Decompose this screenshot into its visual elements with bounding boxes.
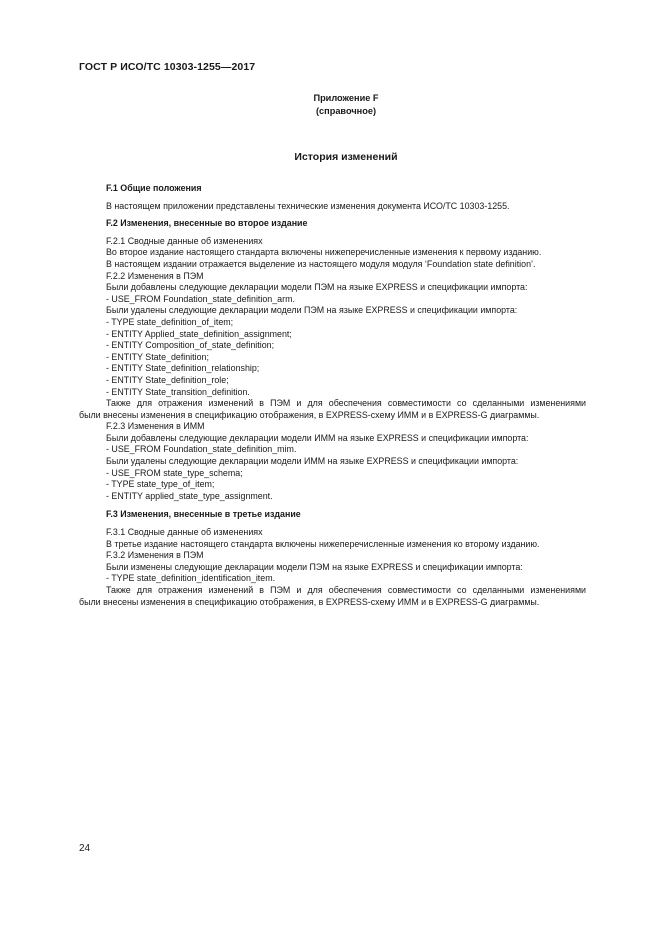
paragraph-continuation: были внесены изменения в спецификацию отображения, в EXPRESS-схему ИММ и в EXPRESS-G диаграммы. <box>79 409 540 420</box>
subsection-heading: F.2.1 Сводные данные об изменениях <box>106 235 263 246</box>
paragraph: В третье издание настоящего стандарта включены нижеперечисленные изменения ко второму изданию. <box>106 538 540 549</box>
annex-note: (справочное) <box>315 105 376 116</box>
paragraph: Были удалены следующие декларации модели ПЭМ на языке EXPRESS и спецификации импорта: <box>106 305 518 316</box>
subsection-heading: F.2.2 Изменения в ПЭМ <box>106 270 204 281</box>
list-item: - ENTITY applied_state_type_assignment. <box>106 490 273 501</box>
list-item: - USE_FROM Foundation_state_definition_mim. <box>106 444 297 455</box>
paragraph: Были добавлены следующие декларации модели ИММ на языке EXPRESS и спецификации импорта: <box>106 432 529 443</box>
paragraph: Были изменены следующие декларации модели ПЭМ на языке EXPRESS и спецификации импорта: <box>106 561 523 572</box>
paragraph-continuation: были внесены изменения в спецификацию отображения, в EXPRESS-схему ИММ и в EXPRESS-G диаграммы. <box>79 596 540 607</box>
paragraph: Также для отражения изменений в ПЭМ и для обеспечения совместимости со сделанными изменениями <box>106 585 586 595</box>
list-item: - ENTITY Applied_state_definition_assignment; <box>106 328 292 339</box>
subsection-heading: F.2.3 Изменения в ИММ <box>106 421 205 432</box>
document-header: ГОСТ Р ИСО/ТС 10303-1255—2017 <box>79 61 256 73</box>
annex-label: Приложение F <box>313 93 379 103</box>
page-number: 24 <box>79 843 91 854</box>
list-item: - ENTITY State_definition; <box>106 351 209 362</box>
paragraph: В настоящем издании отражается выделение из настоящего модуля модуля ‘Foundation state definition’. <box>106 258 536 269</box>
paragraph: Были удалены следующие декларации модели ИММ на языке EXPRESS и спецификации импорта: <box>106 456 519 467</box>
list-item: - ENTITY Composition_of_state_definition; <box>106 340 275 351</box>
list-item: - ENTITY State_definition_relationship; <box>106 363 260 374</box>
paragraph: Были добавлены следующие декларации модели ПЭМ на языке EXPRESS и спецификации импорта: <box>106 282 528 293</box>
paragraph: В настоящем приложении представлены технические изменения документа ИСО/ТС 10303-1255. <box>106 200 510 211</box>
subsection-heading: F.3.1 Сводные данные об изменениях <box>106 527 263 538</box>
list-item: - USE_FROM Foundation_state_definition_arm. <box>106 293 295 304</box>
section-heading: F.1 Общие положения <box>106 183 202 193</box>
section-heading: F.3 Изменения, внесенные в третье издание <box>106 509 301 520</box>
list-item: - USE_FROM state_type_schema; <box>106 467 243 478</box>
document-body <box>79 183 586 608</box>
annex-title: История изменений <box>294 151 398 163</box>
list-item: - ENTITY State_definition_role; <box>106 374 229 385</box>
list-item: - TYPE state_definition_identification_item. <box>106 573 276 584</box>
subsection-heading: F.3.2 Изменения в ПЭМ <box>106 550 204 561</box>
paragraph: Во второе издание настоящего стандарта включены нижеперечисленные изменения к первому изданию. <box>106 247 542 258</box>
annex-heading <box>0 92 661 117</box>
list-item: - TYPE state_definition_of_item; <box>106 316 234 327</box>
section-heading: F.2 Изменения, внесенные во второе издание <box>106 218 308 229</box>
list-item: - TYPE state_type_of_item; <box>106 479 215 490</box>
paragraph: Также для отражения изменений в ПЭМ и для обеспечения совместимости со сделанными изменениями <box>106 398 586 409</box>
list-item: - ENTITY State_transition_definition. <box>106 386 250 397</box>
